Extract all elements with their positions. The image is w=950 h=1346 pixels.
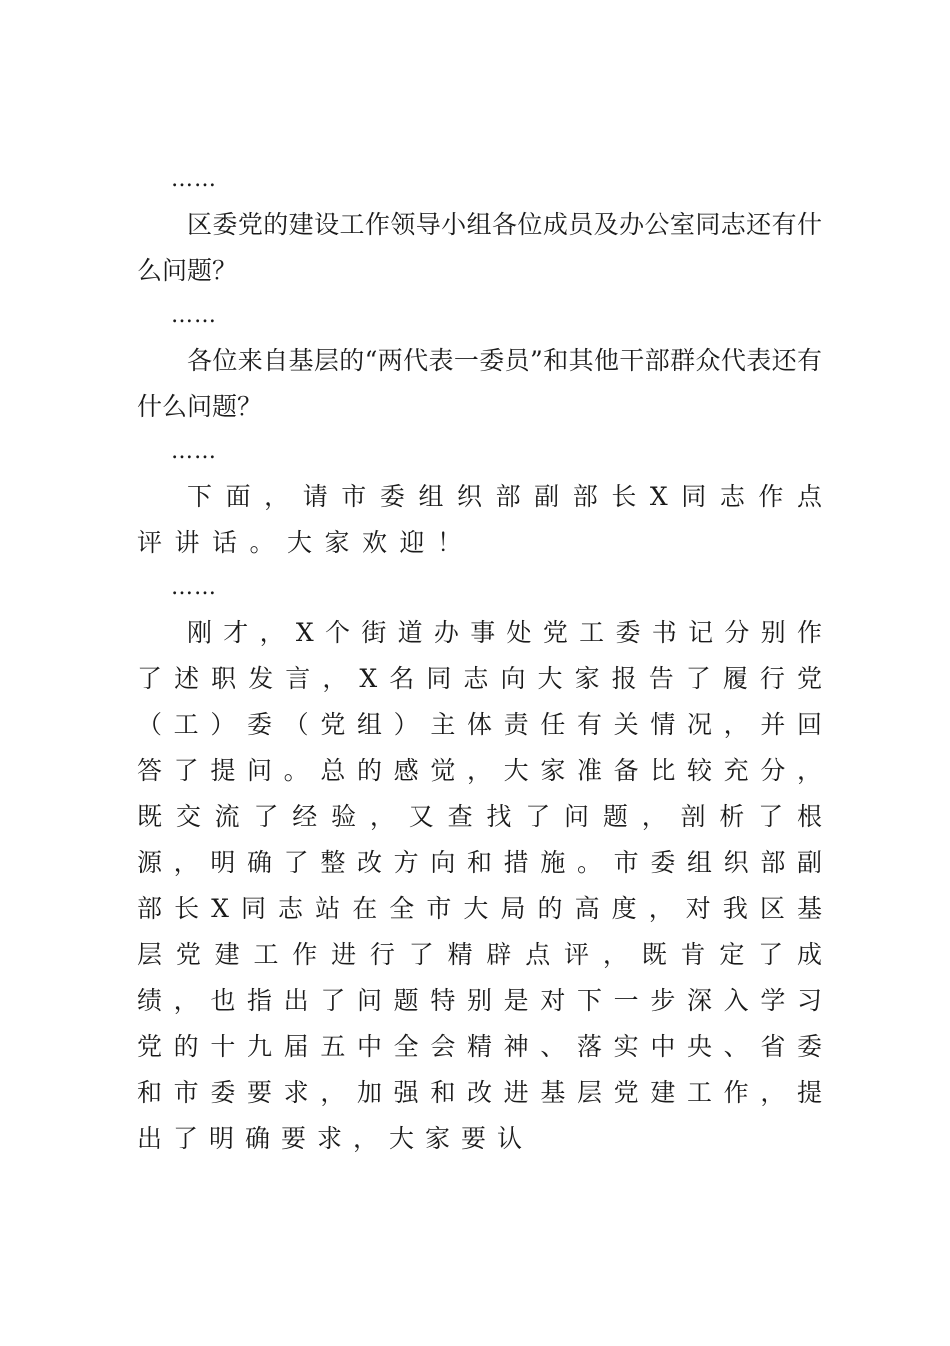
ellipsis-2: …… [171, 303, 217, 328]
paragraph-question-representatives: 各位来自基层的“两代表一委员”和其他干部群众代表还有什么问题？ [137, 346, 822, 421]
paragraph-question-leading-group: 区委党的建设工作领导小组各位成员及办公室同志还有什么问题？ [137, 210, 822, 285]
ellipsis-3: …… [171, 439, 217, 464]
ellipsis-4: …… [171, 575, 217, 600]
paragraph-summary: 刚才，X个街道办事处党工委书记分别作了述职发言，X名同志向大家报告了履行党（工）委（党组）主体责任有关情况，并回答了提问。总的感觉，大家准备比较充分，既交流了经验，又查找了问题，剖析了根源，明确了整改方向和措施。市委组织部副部长X同志站在全市大局的高度，对我区基层党建工作进行了精辟点评，既肯定了成绩，也指出了问题特别是对下一步深入学习党的十九届五中全会精神、落实中央、省委和市委要求，加强和改进基层党建工作，提出了明确要求，大家要认 [137, 618, 833, 1153]
ellipsis-1: …… [171, 167, 217, 192]
paragraph-invite-speech: 下面，请市委组织部副部长X同志作点评讲话。大家欢迎！ [137, 482, 835, 557]
document-body [137, 158, 835, 1162]
